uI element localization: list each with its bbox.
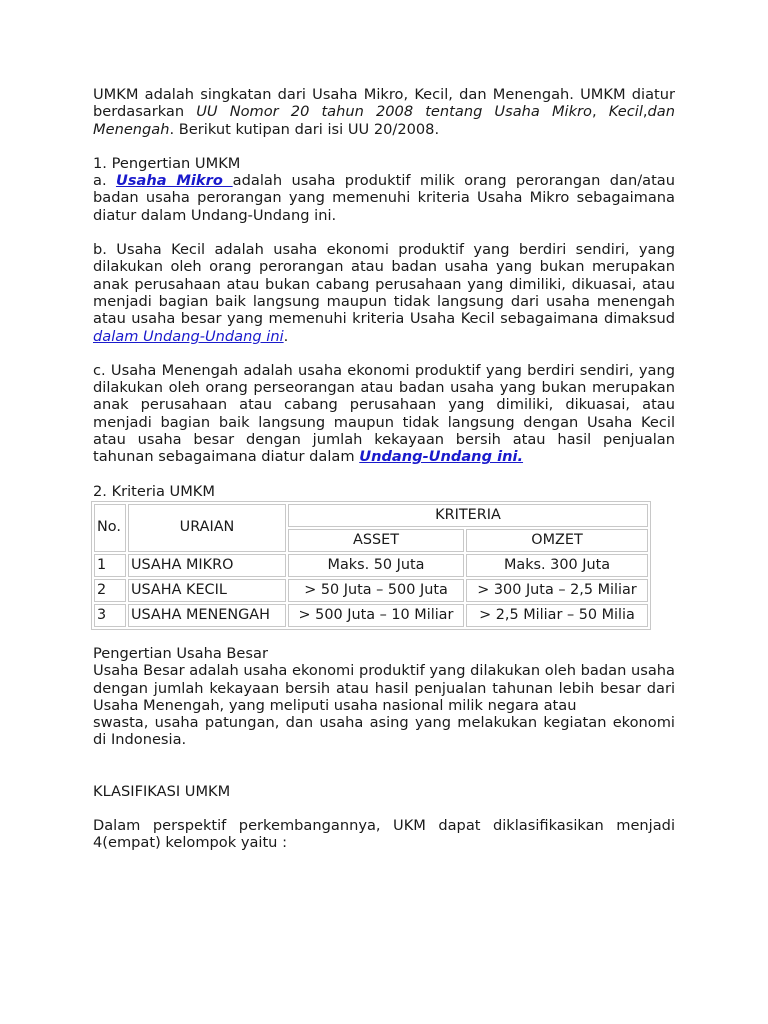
cell-asset: Maks. 50 Juta [288,554,464,577]
section1-title: 1. Pengertian UMKM [93,154,241,172]
b-end: . [283,327,289,345]
intro-comma2: , [642,103,648,121]
cell-uraian: USAHA KECIL [128,579,286,602]
usaha-besar-text2: swasta, usaha patungan, dan usaha asing yang melakukan kegiatan ekonomi di Indonesia. [93,714,675,749]
cell-asset: > 50 Juta – 500 Juta [288,579,464,602]
header-no: No. [94,504,126,552]
intro-law-title: UU Nomor 20 tahun 2008 tentang Usaha Mikro [196,103,592,121]
usaha-mikro-link[interactable]: Usaha Mikro [115,172,233,190]
section2-title: 2. Kriteria UMKM [93,482,215,500]
intro-text: UMKM adalah singkatan dari Usaha Mikro, Kecil, dan Menengah. UMKM diatur berdasarkan [93,86,675,121]
cell-asset: > 500 Juta – 10 Miliar [288,604,464,627]
cell-no: 1 [94,554,126,577]
usaha-besar-title: Pengertian Usaha Besar [93,644,268,662]
intro-comma: , [591,103,609,121]
klasifikasi-title: KLASIFIKASI UMKM [93,782,231,800]
table-row [94,604,648,627]
b-text: b. Usaha Kecil adalah usaha ekonomi produktif yang berdiri sendiri, yang dilakukan oleh orang perorangan atau badan usaha yang bukan merupakan anak perusahaan atau bukan cabang perusahaan yang dimiliki, dikuasai, atau menjadi bagian baik langsung maupun tidak langsung dari usaha menengah atau usaha besar yang memenuhi kriteria Usaha Kecil sebagaimana dimaksud [93,241,675,328]
document-page [93,86,675,852]
header-kriteria: KRITERIA [288,504,648,527]
cell-uraian: USAHA MENENGAH [128,604,286,627]
cell-no: 2 [94,579,126,602]
intro-paragraph [93,86,675,138]
table-header-row [94,504,648,527]
kriteria-table [91,501,651,630]
intro-kecil: Kecil [608,103,643,121]
table-row [94,554,648,577]
cell-omzet: > 2,5 Miliar – 50 Milia [466,604,648,627]
cell-no: 3 [94,604,126,627]
paragraph-b [93,241,675,345]
table-row [94,579,648,602]
paragraph-a [93,172,675,224]
paragraph-c [93,362,675,466]
header-uraian: URAIAN [128,504,286,552]
a-text: adalah usaha produktif milik orang perorangan dan/atau badan usaha perorangan yang memenuhi kriteria Usaha Mikro sebagaimana diatur dalam Undang-Undang ini. [93,172,675,224]
usaha-besar-text1: Usaha Besar adalah usaha ekonomi produktif yang dilakukan oleh badan usaha dengan jumlah kekayaan bersih atau hasil penjualan tahunan lebih besar dari Usaha Menengah, yang meliputi usaha nasional milik negara atau [93,662,675,714]
intro-text-end: . Berikut kutipan dari isi UU 20/2008. [169,120,440,138]
header-omzet: OMZET [466,529,648,552]
klasifikasi-text: Dalam perspektif perkembangannya, UKM dapat diklasifikasikan menjadi 4(empat) kelompok yaitu : [93,817,675,852]
header-asset: ASSET [288,529,464,552]
undang-undang-link-c[interactable]: Undang-Undang ini. [359,448,524,466]
cell-omzet: Maks. 300 Juta [466,554,648,577]
undang-undang-link-b[interactable]: dalam Undang-Undang ini [93,327,284,345]
cell-uraian: USAHA MIKRO [128,554,286,577]
a-prefix: a. [93,172,116,190]
c-text: c. Usaha Menengah adalah usaha ekonomi produktif yang berdiri sendiri, yang dilakukan oleh orang perseorangan atau badan usaha yang bukan merupakan anak perusahaan atau cabang perusahaan yang dimiliki, dikuasai, atau menjadi bagian baik langsung maupun tidak langsung dengan Usaha Kecil atau usaha besar dengan jumlah kekayaan bersih atau hasil penjualan tahunan sebagaimana diatur dalam [93,361,675,466]
intro-menengah: dan Menengah [93,103,676,138]
cell-omzet: > 300 Juta – 2,5 Miliar [466,579,648,602]
